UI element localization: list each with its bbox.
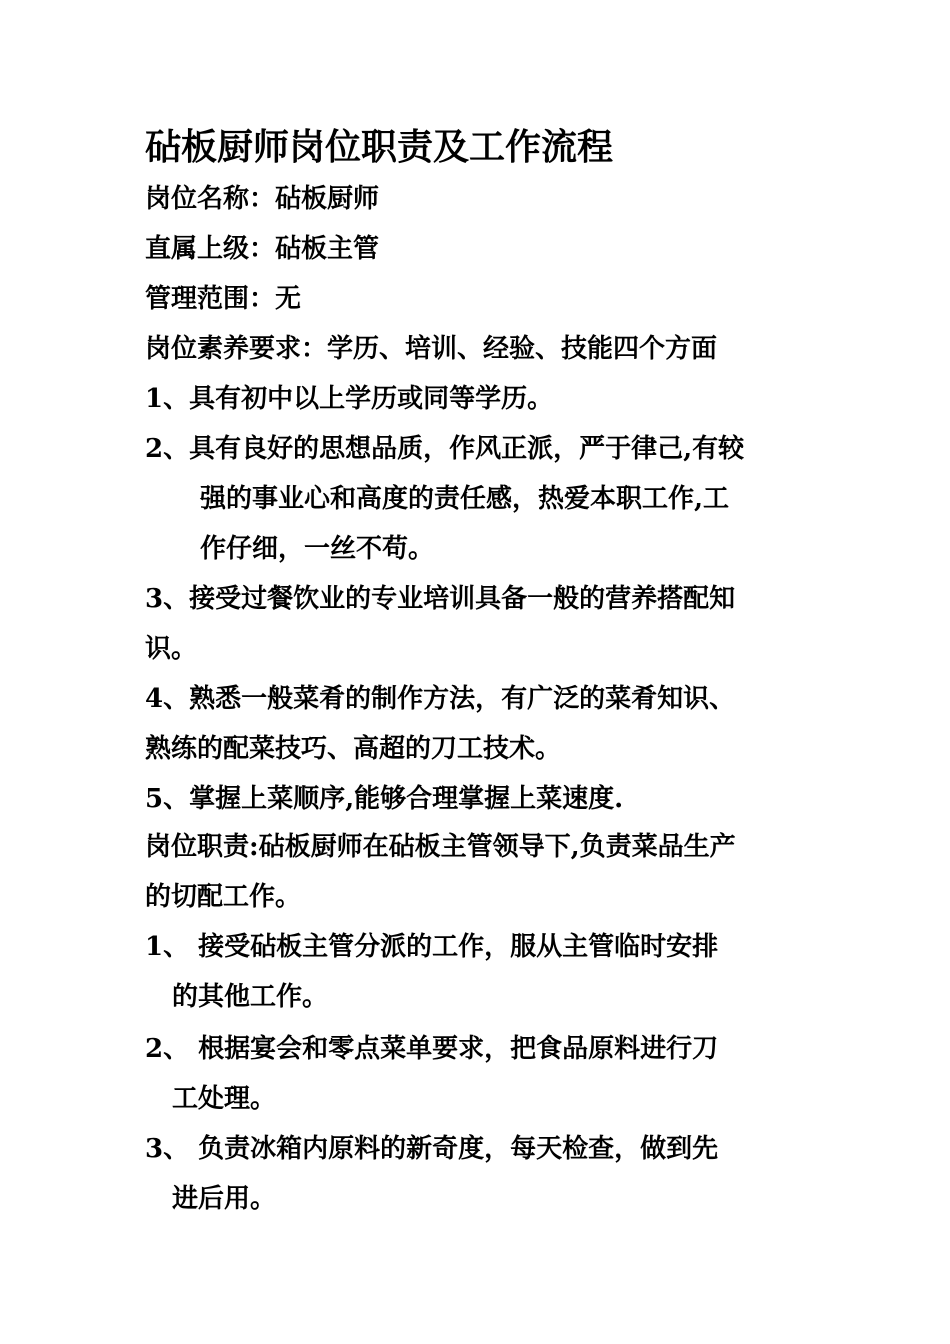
requirement-2: 2、具有良好的思想品质，作风正派，严于律己,有较 [145, 434, 745, 464]
duties-heading-cont: 的切配工作。 [145, 882, 302, 912]
requirement-3-cont: 识。 [145, 634, 198, 664]
requirements-heading: 岗位素养要求：学历、培训、经验、技能四个方面 [145, 334, 718, 364]
requirement-2-cont: 作仔细，一丝不苟。 [200, 534, 435, 564]
duty-1-cont: 的其他工作。 [172, 982, 329, 1012]
field-position-name: 岗位名称：砧板厨师 [145, 184, 380, 214]
field-scope: 管理范围：无 [145, 284, 302, 314]
duty-3-cont: 进后用。 [172, 1184, 277, 1214]
duty-2: 2、 根据宴会和零点菜单要求，把食品原料进行刀 [145, 1034, 719, 1064]
field-superior: 直属上级：砧板主管 [145, 234, 380, 264]
requirement-3: 3、接受过餐饮业的专业培训具备一般的营养搭配知 [145, 584, 736, 614]
duty-3: 3、 负责冰箱内原料的新奇度，每天检查，做到先 [145, 1134, 719, 1164]
requirement-5: 5、掌握上菜顺序,能够合理掌握上菜速度. [145, 784, 624, 814]
duties-heading: 岗位职责:砧板厨师在砧板主管领导下,负责菜品生产 [145, 832, 736, 862]
page-title: 砧板厨师岗位职责及工作流程 [145, 126, 614, 168]
requirement-1: 1、具有初中以上学历或同等学历。 [145, 384, 554, 414]
requirement-2-cont: 强的事业心和高度的责任感，热爱本职工作,工 [200, 484, 730, 514]
requirement-4: 4、熟悉一般菜肴的制作方法，有广泛的菜肴知识、 [145, 684, 736, 714]
requirement-4-cont: 熟练的配菜技巧、高超的刀工技术。 [145, 734, 562, 764]
duty-2-cont: 工处理。 [172, 1084, 277, 1114]
duty-1: 1、 接受砧板主管分派的工作，服从主管临时安排 [145, 932, 719, 962]
